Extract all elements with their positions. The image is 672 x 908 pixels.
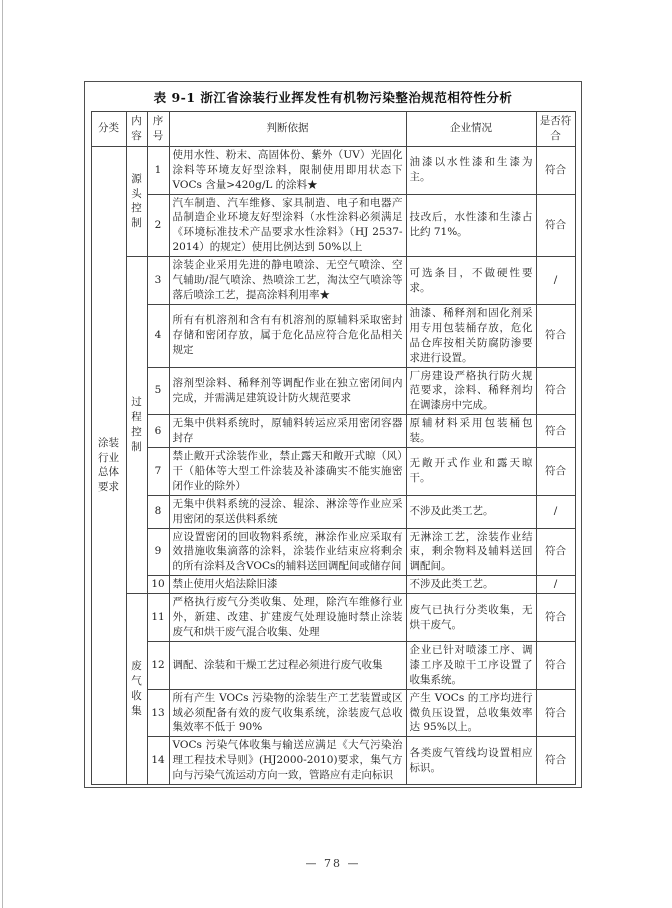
row-index-cell: 10 xyxy=(147,576,169,594)
compliance-cell: 符合 xyxy=(536,448,575,496)
table-container xyxy=(84,81,582,788)
situation-cell: 废气已执行分类收集，无烘干废气。 xyxy=(406,594,536,642)
row-index-cell: 4 xyxy=(147,304,169,367)
header-basis: 判断依据 xyxy=(169,112,406,147)
situation-cell: 不涉及此类工艺。 xyxy=(406,495,536,528)
compliance-cell: 符合 xyxy=(536,146,575,194)
table-title: 表 9-1 浙江省涂装行业挥发性有机物污染整治规范相符性分析 xyxy=(153,90,513,105)
situation-cell: 无敞开式作业和露天晾干。 xyxy=(406,448,536,496)
compliance-cell: 符合 xyxy=(536,415,575,448)
table-row xyxy=(91,448,575,496)
table-row xyxy=(91,528,575,576)
compliance-cell: 符合 xyxy=(536,194,575,257)
row-index-cell: 6 xyxy=(147,415,169,448)
row-index-cell: 11 xyxy=(147,594,169,642)
basis-cell: 汽车制造、汽车维修、家具制造、电子和电器产品制造企业环境友好型涂料（水性涂料必须满足《环境标准技术产品要求水性涂料》（HJ 2537-2014）的规定）使用比例达到 50%以上 xyxy=(169,194,406,257)
row-index-cell: 3 xyxy=(147,257,169,305)
row-index-cell: 14 xyxy=(147,737,169,785)
basis-cell: 禁止使用火焰法除旧漆 xyxy=(169,576,406,594)
row-index-cell: 2 xyxy=(147,194,169,257)
situation-cell: 无淋涂工艺，涂装作业结束，剩余物料及辅料送回调配间。 xyxy=(406,528,536,576)
page-edge-line xyxy=(2,0,3,908)
header-index: 序号 xyxy=(147,112,169,147)
compliance-cell: 符合 xyxy=(536,304,575,367)
basis-cell: 应设置密闭的回收物料系统，淋涂作业应采取有效措施收集滴落的涂料，涂装作业结束应将剩余的所有涂料及含VOCs的辅料送回调配间或储存间 xyxy=(169,528,406,576)
compliance-cell: 符合 xyxy=(536,528,575,576)
situation-cell: 油漆以水性漆和生漆为主。 xyxy=(406,146,536,194)
compliance-cell: 符合 xyxy=(536,594,575,642)
basis-cell: 所有产生 VOCs 污染物的涂装生产工艺装置或区域必须配备有效的废气收集系统，涂装废气总收集效率不低于 90% xyxy=(169,689,406,737)
table-row xyxy=(91,194,575,257)
basis-cell: 涂装企业采用先进的静电喷涂、无空气喷涂、空气辅助/混气喷涂、热喷涂工艺，淘汰空气喷涂等落后喷涂工艺，提高涂料利用率★ xyxy=(169,257,406,305)
basis-cell: VOCs 污染气体收集与输送应满足《大气污染治理工程技术导则》(HJ2000-2010)要求，集气方向与污染气流运动方向一致，管路应有走向标识 xyxy=(169,737,406,785)
basis-cell: 调配、涂装和干燥工艺过程必须进行废气收集 xyxy=(169,641,406,689)
row-index-cell: 1 xyxy=(147,146,169,194)
row-index-cell: 7 xyxy=(147,448,169,496)
table-row xyxy=(91,641,575,689)
basis-cell: 使用水性、粉末、高固体份、紫外（UV）光固化涂料等环境友好型涂料，限制使用即用状态下 VOCs 含量>420g/L 的涂料★ xyxy=(169,146,406,194)
header-compliance: 是否符合 xyxy=(536,112,575,147)
basis-cell: 所有有机溶剂和含有有机溶剂的原辅料采取密封存储和密闭存放，属于危化品应符合危化品相关规定 xyxy=(169,304,406,367)
situation-cell: 厂房建设严格执行防火规范要求，涂料、稀释剂均在调漆房中完成。 xyxy=(406,367,536,415)
page-number: — 78 — xyxy=(305,857,361,870)
situation-cell: 不涉及此类工艺。 xyxy=(406,576,536,594)
table-row xyxy=(91,304,575,367)
header-category: 分类 xyxy=(91,112,126,147)
content-group-cell: 源头控制 xyxy=(126,146,147,256)
situation-cell: 可选条目，不做硬性要求。 xyxy=(406,257,536,305)
header-situation: 企业情况 xyxy=(406,112,536,147)
basis-cell: 无集中供料系统的浸涂、辊涂、淋涂等作业应采用密闭的泵送供料系统 xyxy=(169,495,406,528)
compliance-cell: 符合 xyxy=(536,689,575,737)
table-row xyxy=(91,737,575,785)
situation-cell: 各类废气管线均设置相应标识。 xyxy=(406,737,536,785)
situation-cell: 企业已针对喷漆工序、调漆工序及晾干工序设置了收集系统。 xyxy=(406,641,536,689)
basis-cell: 严格执行废气分类收集、处理，除汽车维修行业外，新建、改建、扩建废气处理设施时禁止涂装废气和烘干废气混合收集、处理 xyxy=(169,594,406,642)
table-row xyxy=(91,257,575,305)
situation-cell: 产生 VOCs 的工序均进行微负压设置，总收集效率达 95%以上。 xyxy=(406,689,536,737)
content-group-cell: 废气收集 xyxy=(126,594,147,785)
compliance-cell: / xyxy=(536,495,575,528)
compliance-cell: / xyxy=(536,257,575,305)
situation-cell: 技改后，水性漆和生漆占比约 71%。 xyxy=(406,194,536,257)
basis-cell: 无集中供料系统时，原辅料转运应采用密闭容器封存 xyxy=(169,415,406,448)
table-row xyxy=(91,146,575,194)
situation-cell: 原辅材料采用包装桶包装。 xyxy=(406,415,536,448)
compliance-table xyxy=(91,111,576,785)
table-row xyxy=(91,689,575,737)
table-row xyxy=(91,367,575,415)
category-cell: 涂装行业总体要求 xyxy=(91,146,126,784)
row-index-cell: 8 xyxy=(147,495,169,528)
row-index-cell: 12 xyxy=(147,641,169,689)
basis-cell: 禁止敞开式涂装作业，禁止露天和敞开式晾（风）干（船体等大型工件涂装及补漆确实不能实施密闭作业的除外） xyxy=(169,448,406,496)
basis-cell: 溶剂型涂料、稀释剂等调配作业在独立密闭间内完成，并需满足建筑设计防火规范要求 xyxy=(169,367,406,415)
header-row xyxy=(91,112,575,147)
row-index-cell: 9 xyxy=(147,528,169,576)
compliance-cell: 符合 xyxy=(536,641,575,689)
table-row xyxy=(91,576,575,594)
situation-cell: 油漆、稀释剂和固化剂采用专用包装桶存放，危化品仓库按相关防腐防渗要求进行设置。 xyxy=(406,304,536,367)
row-index-cell: 13 xyxy=(147,689,169,737)
header-content: 内容 xyxy=(126,112,147,147)
compliance-cell: / xyxy=(536,576,575,594)
row-index-cell: 5 xyxy=(147,367,169,415)
compliance-cell: 符合 xyxy=(536,367,575,415)
table-row xyxy=(91,594,575,642)
table-row xyxy=(91,495,575,528)
content-group-cell: 过程控制 xyxy=(126,257,147,594)
compliance-cell: 符合 xyxy=(536,737,575,785)
table-row xyxy=(91,415,575,448)
